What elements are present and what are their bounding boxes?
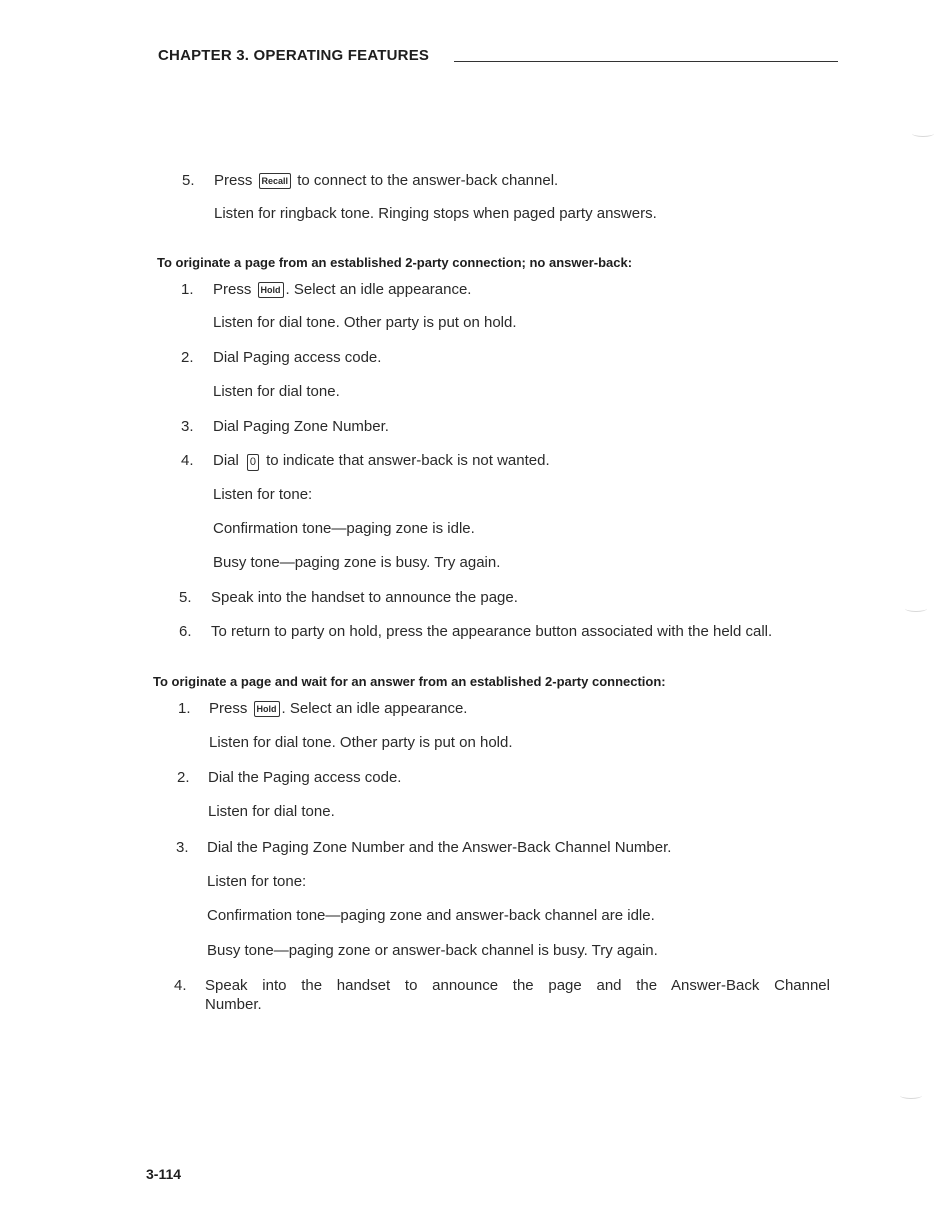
step-instruction: Speak into the handset to announce the page and the Answer-Back Channel (205, 977, 830, 994)
step-instruction (213, 452, 550, 471)
step-number: 4. (174, 977, 187, 994)
step-note: Busy tone—paging zone is busy. Try again. (213, 554, 501, 571)
hold-key-icon: Hold (254, 701, 280, 717)
step-instruction: To return to party on hold, press the appearance button associated with the held call. (211, 623, 773, 640)
recall-key-icon: Recall (259, 173, 292, 189)
page-number: 3-114 (146, 1166, 182, 1182)
step-number: 1. (178, 700, 191, 717)
step-number: 4. (181, 452, 194, 469)
chapter-title: CHAPTER 3. OPERATING FEATURES (158, 47, 430, 64)
step-note: Listen for dial tone. (213, 383, 340, 400)
step-number: 5. (182, 172, 195, 189)
step-instruction: Speak into the handset to announce the page. (211, 589, 518, 606)
step-text: Press (209, 700, 248, 717)
step-number: 6. (179, 623, 192, 640)
step-note: Busy tone—paging zone or answer-back channel is busy. Try again. (207, 942, 658, 959)
step-number: 3. (176, 839, 189, 856)
step-instruction: Dial the Paging Zone Number and the Answer-Back Channel Number. (207, 839, 672, 856)
scan-mark (900, 1092, 922, 1099)
step-instruction (213, 281, 471, 299)
step-note: Listen for dial tone. Other party is put on hold. (209, 734, 513, 751)
section-heading: To originate a page and wait for an answer from an established 2-party connection: (153, 674, 666, 689)
step-note: Listen for tone: (213, 486, 313, 503)
step-note: Confirmation tone—paging zone is idle. (213, 520, 475, 537)
step-text: to connect to the answer-back channel. (297, 172, 559, 189)
step-instruction: Dial the Paging access code. (208, 769, 402, 786)
step-number: 5. (179, 589, 192, 606)
step-note: Listen for dial tone. Other party is put on hold. (213, 314, 517, 331)
step-number: 1. (181, 281, 194, 298)
step-number: 3. (181, 418, 194, 435)
step-instruction (209, 700, 467, 718)
step-instruction (214, 172, 558, 190)
step-instruction: Dial Paging Zone Number. (213, 418, 389, 435)
zero-key-icon: 0 (247, 454, 259, 471)
scan-mark (912, 130, 934, 137)
step-note: Listen for ringback tone. Ringing stops when paged party answers. (214, 205, 657, 222)
header-rule (454, 61, 838, 62)
step-text: . Select an idle appearance. (285, 281, 472, 298)
scan-mark (905, 605, 927, 612)
step-note: Listen for tone: (207, 873, 307, 890)
page-header (158, 47, 838, 67)
step-number: 2. (177, 769, 190, 786)
step-text: Press (214, 172, 253, 189)
step-text: . Select an idle appearance. (281, 700, 468, 717)
step-number: 2. (181, 349, 194, 366)
step-text: Press (213, 281, 252, 298)
hold-key-icon: Hold (258, 282, 284, 298)
step-note: Listen for dial tone. (208, 803, 335, 820)
step-text: to indicate that answer-back is not wanted. (266, 452, 550, 469)
step-text: Dial (213, 452, 239, 469)
step-instruction-continued: Number. (205, 996, 262, 1013)
step-instruction: Dial Paging access code. (213, 349, 382, 366)
step-note: Confirmation tone—paging zone and answer-back channel are idle. (207, 907, 655, 924)
section-heading: To originate a page from an established 2-party connection; no answer-back: (157, 255, 633, 270)
